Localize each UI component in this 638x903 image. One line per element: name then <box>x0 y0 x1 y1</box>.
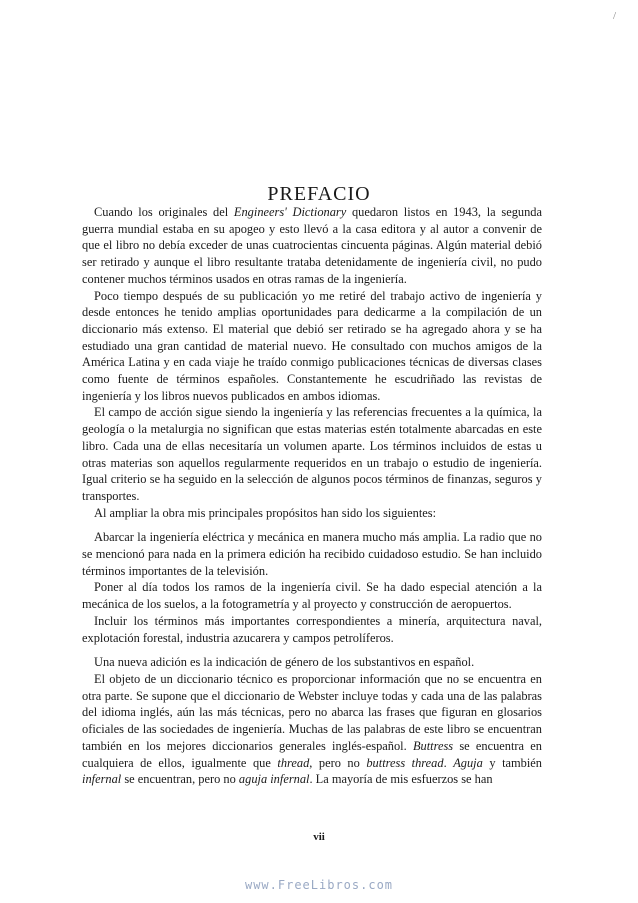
text-run: El campo de acción sigue siendo la ingeniería y las referencias frecuentes a la química, la geología o la metalurgia no significan que estas materias estén totalmente abarcadas en este libro. Cada una de ellas necesitaría un volumen aparte. Los términos incluidos de estas u otras materias son aquellos regularmente requeridos en un trabajo o estudio de ingeniería. Igual criterio se ha seguido en la selección de algunos pocos términos de finanzas, seguros y transportes. <box>82 405 542 503</box>
text-run: El objeto de un diccionario técnico es proporcionar información que no se encuentra en otra parte. Se supone que el diccionario de Webster incluye todas y cada una de las palabras del idioma inglés, aún las más técnicas, pero no abarca las frases que figuran en glosarios oficiales de las sociedades de ingeniería. Muchas de las palabras de este libro se encuentran también en los mejores diccionarios generales inglés-español. <box>82 671 542 753</box>
text-run: . <box>443 755 454 770</box>
italic-term: buttress thread <box>366 755 444 770</box>
text-run: Abarcar la ingeniería eléctrica y mecánica en manera mucho más amplia. La radio que no se mencionó para nada en la primera edición ha recibido cuidadoso estudio. Se han incluido términos importantes de la televisión. <box>82 530 542 578</box>
website-footer: www.FreeLibros.com <box>244 878 394 892</box>
paragraph <box>82 613 542 646</box>
paragraph <box>82 529 542 579</box>
text-run: se encuentra en cualquiera de ellos, igualmente que <box>82 738 542 770</box>
text-run: Poner al día todos los ramos de la ingeniería civil. Se ha dado especial atención a la mecánica de los suelos, a la fotogrametría y al proyecto y construcción de aeropuertos. <box>82 580 542 612</box>
margin-mark: / <box>612 10 616 22</box>
text-run: Al ampliar la obra mis principales propósitos han sido los siguientes: <box>94 505 437 520</box>
italic-term: thread <box>277 755 310 770</box>
paragraph <box>82 204 542 288</box>
text-run: Una nueva adición es la indicación de género de los substantivos en español. <box>94 655 475 670</box>
text-run: Cuando los originales del <box>94 205 234 219</box>
paragraph <box>82 288 542 405</box>
text-run: Incluir los términos más importantes correspondientes a minería, arquitectura naval, explotación forestal, industria azucarera y campos petrolíferos. <box>82 613 542 645</box>
text-run: se encuentran, pero no <box>121 772 239 787</box>
italic-term: infernal <box>82 772 122 787</box>
text-run: . La mayoría de mis esfuerzos se han <box>309 772 493 787</box>
text-run: , pero no <box>309 755 367 770</box>
italic-term: Buttress <box>412 738 454 753</box>
italic-term: aguja infernal <box>238 772 310 787</box>
paragraph <box>82 579 542 612</box>
text-run: Poco tiempo después de su publicación yo me retiré del trabajo activo de ingeniería y desde entonces he tenido amplias oportunidades para dedicarme a la compilación de un diccionario más extenso. El material que debió ser retirado se ha agregado ahora y se ha estudiado una gran cantidad de material nuevo. He consultado con muchos amigos de la América Latina y en cada viaje he traído conmigo publicaciones técnicas de diversas clases como fuente de términos españoles. Constantemente he escudriñado las revistas de ingeniería y los libros nuevos publicados en ambos idiomas. <box>82 288 542 403</box>
text-run: quedaron listos en 1943, la segunda guerra mundial estaba en su apogeo y esto llevó a la casa editora y al autor a convenir de que el libro no debía exceder de unas cuatrocientas cincuenta páginas. Algún material debió ser retirado y aunque el libro resultante trataba detenidamente de ingeniería civil, no pudo contener muchos términos usados en otras ramas de la ingeniería. <box>82 205 542 286</box>
paragraph <box>82 404 542 504</box>
italic-term: Engineers' Dictionary <box>233 205 347 219</box>
text-run: y también <box>482 755 542 770</box>
italic-term: Aguja <box>453 755 483 770</box>
paragraph <box>82 671 542 788</box>
preface-body <box>82 204 542 788</box>
paragraph <box>82 505 542 522</box>
paragraph <box>82 654 542 671</box>
page-number: vii <box>313 831 325 843</box>
page-title: PREFACIO <box>267 183 371 206</box>
